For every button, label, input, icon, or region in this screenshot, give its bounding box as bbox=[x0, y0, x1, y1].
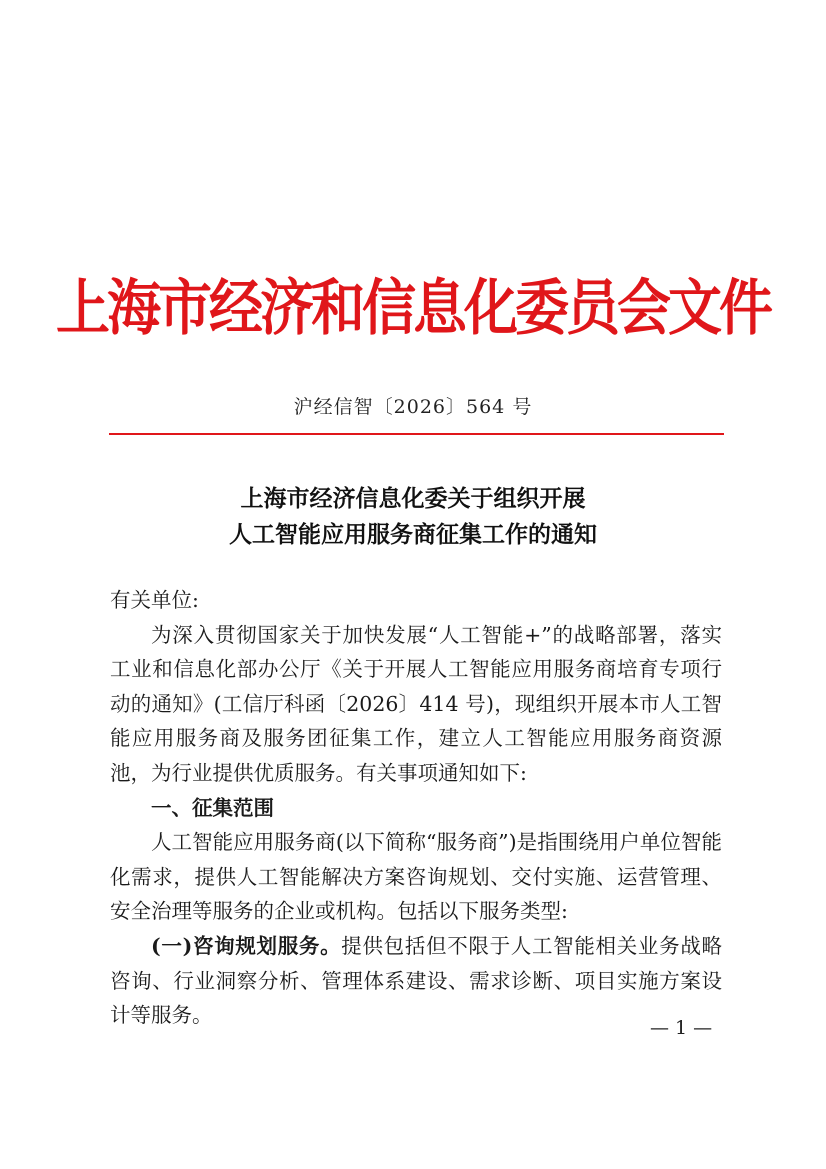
notice-title-line-2: 人工智能应用服务商征集工作的通知 bbox=[229, 521, 597, 548]
list-item-lead: (一)咨询规划服务。 bbox=[151, 933, 342, 958]
document-number: 沪经信智〔2026〕564 号 bbox=[293, 396, 533, 418]
issuer-title: 上海市经济和信息化委员会文件 bbox=[56, 271, 770, 343]
notice-title-line-1: 上海市经济信息化委关于组织开展 bbox=[240, 485, 586, 512]
red-divider-line bbox=[109, 433, 724, 435]
paragraph-scope-definition: 人工智能应用服务商(以下简称“服务商”)是指围绕用户单位智能化需求，提供人工智能解决方案咨询规划、交付实施、运营管理、安全治理等服务的企业或机构。包括以下服务类型: bbox=[110, 830, 722, 924]
notice-body bbox=[110, 583, 722, 1033]
salutation: 有关单位: bbox=[110, 588, 199, 612]
page-number: — 1 — bbox=[650, 1017, 713, 1039]
list-item-text: 提供包括但不限于人工智能相关业务战略咨询、行业洞察分析、管理体系建设、需求诊断、项目实施方案设计等服务。 bbox=[110, 933, 723, 1028]
notice-title bbox=[0, 481, 826, 553]
paragraph-intro: 为深入贯彻国家关于加快发展“人工智能+”的战略部署，落实工业和信息化部办公厅《关于开展人工智能应用服务商培育专项行动的通知》(工信厅科函〔2026〕414 号)，现组织开展本市人工智能应用服务商及服务团征集工作，建立人工智能应用服务商资源池，为行业提供优质服务。有关事项通知如下: bbox=[110, 622, 722, 785]
section-heading-scope: 一、征集范围 bbox=[151, 795, 274, 820]
list-item-consulting-planning bbox=[110, 929, 722, 1033]
